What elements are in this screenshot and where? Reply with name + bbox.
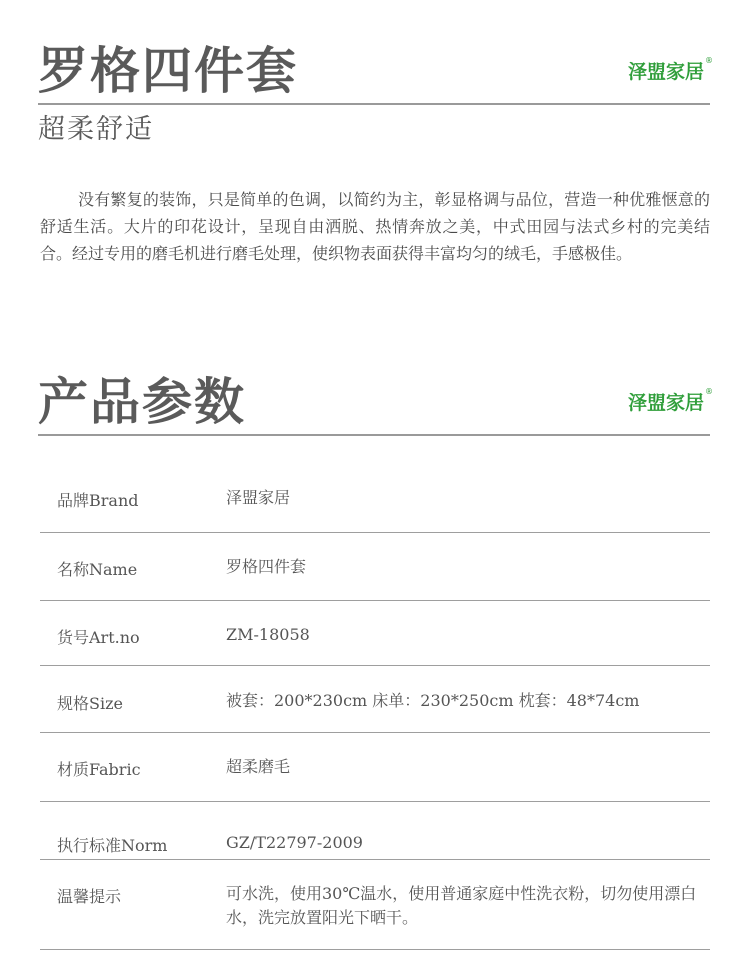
registered-mark-icon: ® xyxy=(705,387,714,396)
param-row-fabric xyxy=(40,733,710,802)
brand-logo xyxy=(628,56,714,83)
section-divider xyxy=(38,434,710,436)
section-subtitle: 超柔舒适 xyxy=(38,114,154,145)
param-label: 温馨提示 xyxy=(57,887,122,906)
param-value: 被套：200*230cm 床单：230*250cm 枕套：48*74cm xyxy=(226,691,640,710)
param-row-size xyxy=(40,666,710,733)
param-value: 超柔磨毛 xyxy=(226,757,291,776)
product-description: 没有繁复的装饰，只是简单的色调，以简约为主，彰显格调与品位，营造一种优雅惬意的舒适生活。大片的印花设计，呈现自由洒脱、热情奔放之美，中式田园与法式乡村的完美结合。经过专用的磨毛机进行磨毛处理，使织物表面获得丰富均匀的绒毛，手感极佳。 xyxy=(40,190,710,263)
registered-mark-icon: ® xyxy=(705,56,714,65)
param-value: GZ/T22797-2009 xyxy=(226,833,363,852)
param-value: 泽盟家居 xyxy=(226,488,291,507)
brand-logo xyxy=(628,387,714,414)
section-divider xyxy=(38,103,710,105)
brand-logo-text: 泽盟家居 xyxy=(628,392,705,414)
param-value: 可水洗，使用30℃温水，使用普通家庭中性洗衣粉，切勿使用漂白水，洗完放置阳光下晒干。 xyxy=(226,884,697,927)
param-label: 货号Art.no xyxy=(57,628,140,647)
section-title-params: 产品参数 xyxy=(38,372,246,431)
param-row-care xyxy=(40,860,710,950)
param-row-brand xyxy=(40,466,710,533)
param-value: ZM-18058 xyxy=(226,625,310,644)
param-label: 材质Fabric xyxy=(57,760,141,779)
param-row-norm xyxy=(40,802,710,860)
param-label: 名称Name xyxy=(57,560,138,579)
param-row-art-no xyxy=(40,601,710,666)
param-label: 执行标准Norm xyxy=(57,836,168,855)
param-label: 品牌Brand xyxy=(57,491,139,510)
param-row-name xyxy=(40,533,710,601)
brand-logo-text: 泽盟家居 xyxy=(628,61,705,83)
param-value: 罗格四件套 xyxy=(226,557,307,576)
param-label: 规格Size xyxy=(57,694,123,713)
section-title-product: 罗格四件套 xyxy=(38,41,298,100)
